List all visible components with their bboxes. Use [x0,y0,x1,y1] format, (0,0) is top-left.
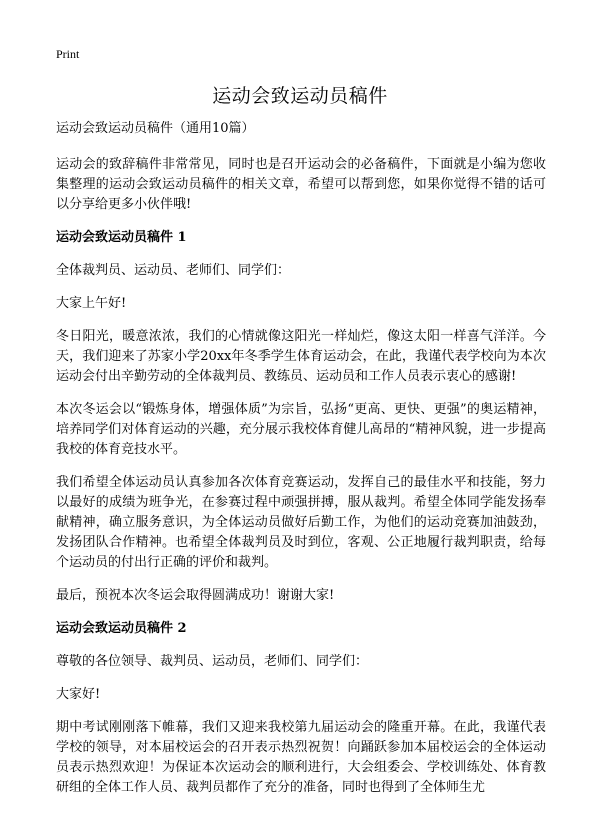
body-paragraph: 我们希望全体运动员认真参加各次体育竞赛运动，发挥自己的最佳水平和技能，努力以最好的成绩为班争光，在参赛过程中顽强拼搏，服从裁判。希望全体同学能发扬奉献精神，确立服务意识，为全体运动员做好后勤工作，为他们的运动竞赛加油鼓劲，发扬团队合作精神。也希望全体裁判员及时到位，客观、公正地履行裁判职责，给每个运动员的付出行正确的评价和裁判。 [56,475,546,570]
document-subtitle: 运动会致运动员稿件（通用10篇） [56,121,255,136]
section-2 [56,619,546,798]
document-body [56,120,546,811]
body-paragraph: 本次冬运会以“锻炼身体，增强体质”为宗旨，弘扬“更高、更快、更强”的奥运精神，培养同学们对体育运动的兴趣，充分展示我校体育健儿高昂的“精神风貌，进一步提高我校的体育竞技水平。 [56,402,546,457]
intro-paragraph: 运动会的致辞稿件非常常见，同时也是召开运动会的必备稿件，下面就是小编为您收集整理的运动会致运动员稿件的相关文章，希望可以帮到您，如果你觉得不错的话可以分享给更多小伙伴哦! [56,157,546,212]
section-heading: 运动会致运动员稿件 1 [56,230,187,245]
salutation: 尊敬的各位领导、裁判员、运动员，老师们、同学们： [56,654,369,669]
section-1 [56,228,546,606]
closing-paragraph: 最后，预祝本次冬运会取得圆满成功！谢谢大家! [56,588,335,603]
greeting: 大家上午好! [56,296,127,311]
section-heading: 运动会致运动员稿件 2 [56,621,187,636]
greeting: 大家好! [56,687,101,702]
body-paragraph: 期中考试刚刚落下帷幕，我们又迎来我校第九届运动会的隆重开幕。在此，我谨代表学校的领导，对本届校运会的召开表示热烈祝贺！向踊跃参加本届校运会的全体运动员表示热烈欢迎！为保证本次运动会的顺利进行，大会组委会、学校训练处、体育教研组的全体工作人员、裁判员都作了充分的准备，同时也得到了全体师生尤 [56,720,546,795]
salutation: 全体裁判员、运动员、老师们、同学们： [56,263,291,278]
body-paragraph: 冬日阳光，暖意浓浓，我们的心情就像这阳光一样灿烂，像这太阳一样喜气洋洋。今天，我们迎来了苏家小学20xx年冬季学生体育运动会，在此，我谨代表学校向为本次运动会付出辛勤劳动的全体裁判员、教练员、运动员和工作人员表示衷心的感谢! [56,329,546,384]
print-link[interactable]: Print [56,47,80,61]
page-title: 运动会致运动员稿件 [212,85,388,107]
